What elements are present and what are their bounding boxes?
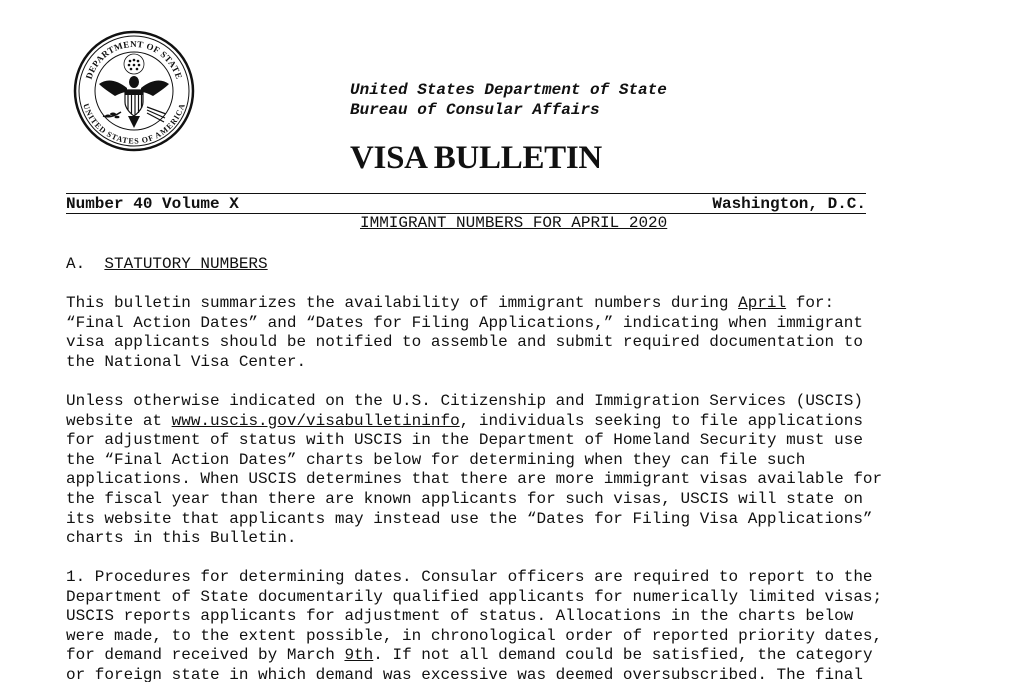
section-title: STATUTORY NUMBERS bbox=[104, 255, 268, 273]
text-line: applications. When USCIS determines that there are more immigrant visas available for bbox=[66, 470, 883, 489]
bureau-name: Bureau of Consular Affairs bbox=[350, 101, 600, 119]
text-line: for adjustment of status with USCIS in the Department of Homeland Security must use bbox=[66, 431, 863, 450]
paragraph-procedures bbox=[66, 568, 882, 682]
paragraph-intro bbox=[66, 294, 863, 372]
text-line: or foreign state in which demand was excessive was deemed oversubscribed. The final bbox=[66, 665, 863, 682]
issue-number: Number 40 Volume X bbox=[66, 195, 239, 213]
text-line: for: bbox=[786, 294, 835, 312]
agency-name: United States Department of State bbox=[350, 81, 667, 99]
uscis-link[interactable]: www.uscis.gov/visabulletininfo bbox=[171, 411, 460, 430]
section-letter: A. bbox=[66, 255, 86, 273]
text-line: This bulletin summarizes the availability of immigrant numbers during bbox=[66, 294, 739, 312]
section-heading bbox=[66, 255, 268, 275]
date-highlight: 9th bbox=[344, 646, 374, 665]
text-line: USCIS reports applicants for adjustment of status. Allocations in the charts below bbox=[66, 607, 854, 626]
text-line: Department of State documentarily qualified applicants for numerically limited visas; bbox=[66, 587, 883, 606]
text-line: visa applicants should be notified to assemble and submit required documentation to bbox=[66, 333, 863, 352]
text-line: Unless otherwise indicated on the U.S. Citizenship and Immigration Services (USCIS) bbox=[66, 392, 863, 410]
text-line: the “Final Action Dates” charts below for determining when they can file such bbox=[66, 450, 806, 469]
text-line: the fiscal year than there are known applicants for such visas, USCIS will state on bbox=[66, 489, 863, 508]
text-line: . If not all demand could be satisfied, the category bbox=[373, 646, 873, 665]
text-line: , individuals seeking to file applications bbox=[459, 411, 863, 430]
text-line: the National Visa Center. bbox=[66, 352, 307, 371]
issue-location: Washington, D.C. bbox=[712, 195, 866, 213]
seal-top-text: DEPARTMENT OF STATE bbox=[83, 38, 185, 81]
department-of-state-seal-icon bbox=[73, 30, 195, 152]
text-line: “Final Action Dates” and “Dates for Filing Applications,” indicating when immigrant bbox=[66, 313, 863, 332]
agency-heading bbox=[350, 80, 667, 120]
text-line: its website that applicants may instead use the “Dates for Filing Visa Applications” bbox=[66, 509, 873, 528]
seal-bottom-text: UNITED STATES OF AMERICA bbox=[81, 102, 187, 146]
paragraph-uscis bbox=[66, 392, 882, 549]
text-line: 1. Procedures for determining dates. Consular officers are required to report to the bbox=[66, 568, 873, 586]
page-title: VISA BULLETIN bbox=[350, 140, 602, 176]
bulletin-subtitle: IMMIGRANT NUMBERS FOR APRIL 2020 bbox=[360, 214, 668, 232]
text-line: were made, to the extent possible, in chronological order of reported priority dates, bbox=[66, 626, 883, 645]
month-highlight: April bbox=[738, 294, 787, 312]
text-line: website at bbox=[66, 411, 172, 430]
text-line: charts in this Bulletin. bbox=[66, 529, 297, 548]
text-line: for demand received by March bbox=[66, 646, 345, 665]
